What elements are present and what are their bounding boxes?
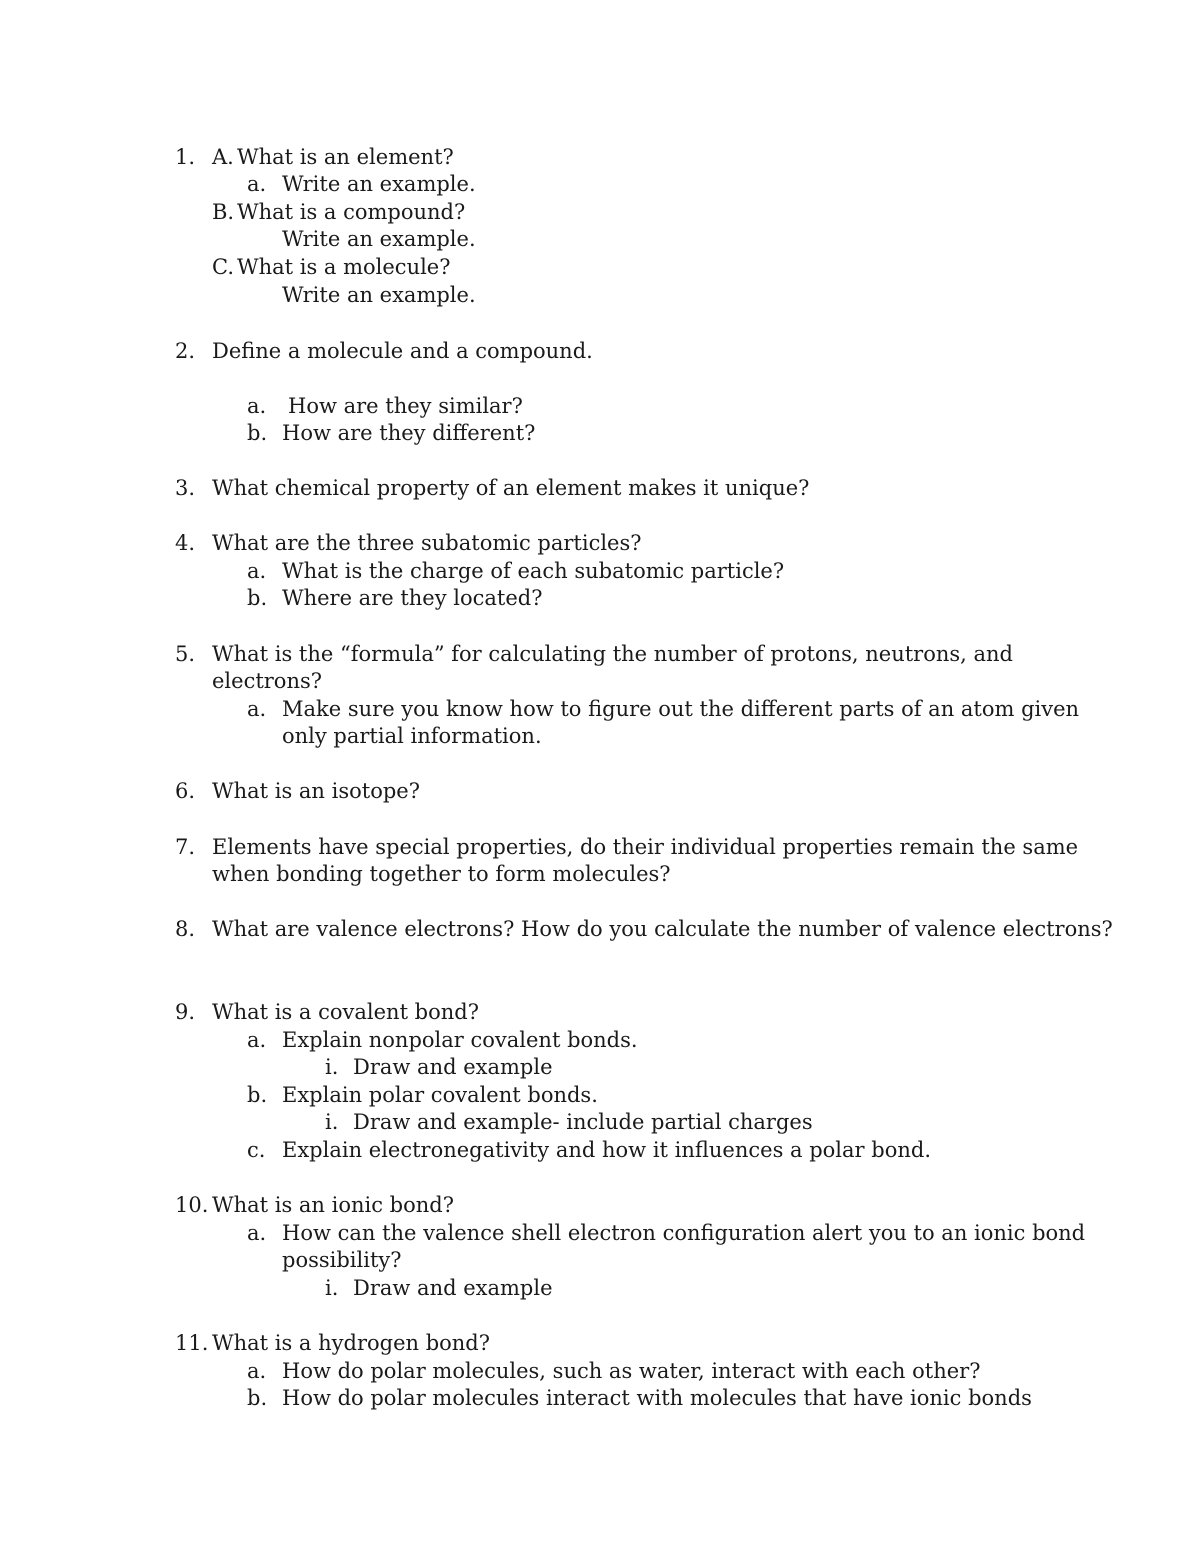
q7-number: 7. (175, 835, 196, 859)
q1-b-sub-text: Write an example. (282, 227, 476, 251)
q4-a-label: a. (247, 559, 267, 583)
q10-a-i-text: Draw and example (353, 1276, 553, 1300)
q9-b-i-label: i. (325, 1110, 339, 1134)
q7-text-line1: Elements have special properties, do their individual properties remain the same (212, 835, 1079, 859)
q9-a-i-label: i. (325, 1055, 339, 1079)
q5-text-line2: electrons? (212, 669, 323, 693)
q10-number: 10. (175, 1193, 209, 1217)
q10-a-text-line2: possibility? (282, 1248, 402, 1272)
q1-a-sub-label: a. (247, 172, 267, 196)
q1-a-text: What is an element? (237, 145, 454, 169)
q2-b-text: How are they different? (282, 421, 536, 445)
q5-number: 5. (175, 642, 196, 666)
q9-b-label: b. (247, 1083, 268, 1107)
q5-a-text-line1: Make sure you know how to figure out the different parts of an atom given (282, 697, 1080, 721)
q1-a-sub-text: Write an example. (282, 172, 476, 196)
q4-b-text: Where are they located? (282, 586, 543, 610)
q1-number: 1. (175, 145, 196, 169)
q1-a-label: A. (212, 145, 234, 169)
q6-text: What is an isotope? (212, 779, 420, 803)
q4-number: 4. (175, 531, 196, 555)
q2-number: 2. (175, 339, 196, 363)
q3-text: What chemical property of an element makes it unique? (212, 476, 810, 500)
q9-number: 9. (175, 1000, 196, 1024)
q10-a-label: a. (247, 1221, 267, 1245)
q6-number: 6. (175, 779, 196, 803)
q9-a-i-text: Draw and example (353, 1055, 553, 1079)
q1-c-label: C. (212, 255, 234, 279)
q5-text-line1: What is the “formula” for calculating the number of protons, neutrons, and (212, 642, 1014, 666)
q1-c-text: What is a molecule? (237, 255, 451, 279)
q9-b-text: Explain polar covalent bonds. (282, 1083, 598, 1107)
q2-a-label: a. (247, 394, 267, 418)
q10-a-i-label: i. (325, 1276, 339, 1300)
q10-a-text-line1: How can the valence shell electron configuration alert you to an ionic bond (282, 1221, 1086, 1245)
q2-a-text: How are they similar? (288, 394, 523, 418)
q1-c-sub-text: Write an example. (282, 283, 476, 307)
q11-number: 11. (175, 1331, 209, 1355)
q10-text: What is an ionic bond? (212, 1193, 454, 1217)
q3-number: 3. (175, 476, 196, 500)
q11-text: What is a hydrogen bond? (212, 1331, 491, 1355)
q11-b-text: How do polar molecules interact with molecules that have ionic bonds (282, 1386, 1032, 1410)
q4-a-text: What is the charge of each subatomic particle? (282, 559, 785, 583)
q7-text-line2: when bonding together to form molecules? (212, 862, 671, 886)
q9-a-text: Explain nonpolar covalent bonds. (282, 1028, 638, 1052)
q1-b-text: What is a compound? (237, 200, 466, 224)
q5-a-label: a. (247, 697, 267, 721)
q8-text: What are valence electrons? How do you calculate the number of valence electrons? (212, 917, 1113, 941)
q11-b-label: b. (247, 1386, 268, 1410)
q9-c-text: Explain electronegativity and how it influences a polar bond. (282, 1138, 931, 1162)
q9-text: What is a covalent bond? (212, 1000, 479, 1024)
q1-b-label: B. (212, 200, 235, 224)
q5-a-text-line2: only partial information. (282, 724, 542, 748)
q4-text: What are the three subatomic particles? (212, 531, 642, 555)
q9-a-label: a. (247, 1028, 267, 1052)
q2-text: Define a molecule and a compound. (212, 339, 593, 363)
q8-number: 8. (175, 917, 196, 941)
q9-c-label: c. (247, 1138, 266, 1162)
q11-a-text: How do polar molecules, such as water, interact with each other? (282, 1359, 981, 1383)
q9-b-i-text: Draw and example- include partial charges (353, 1110, 813, 1134)
q11-a-label: a. (247, 1359, 267, 1383)
q2-b-label: b. (247, 421, 268, 445)
q4-b-label: b. (247, 586, 268, 610)
